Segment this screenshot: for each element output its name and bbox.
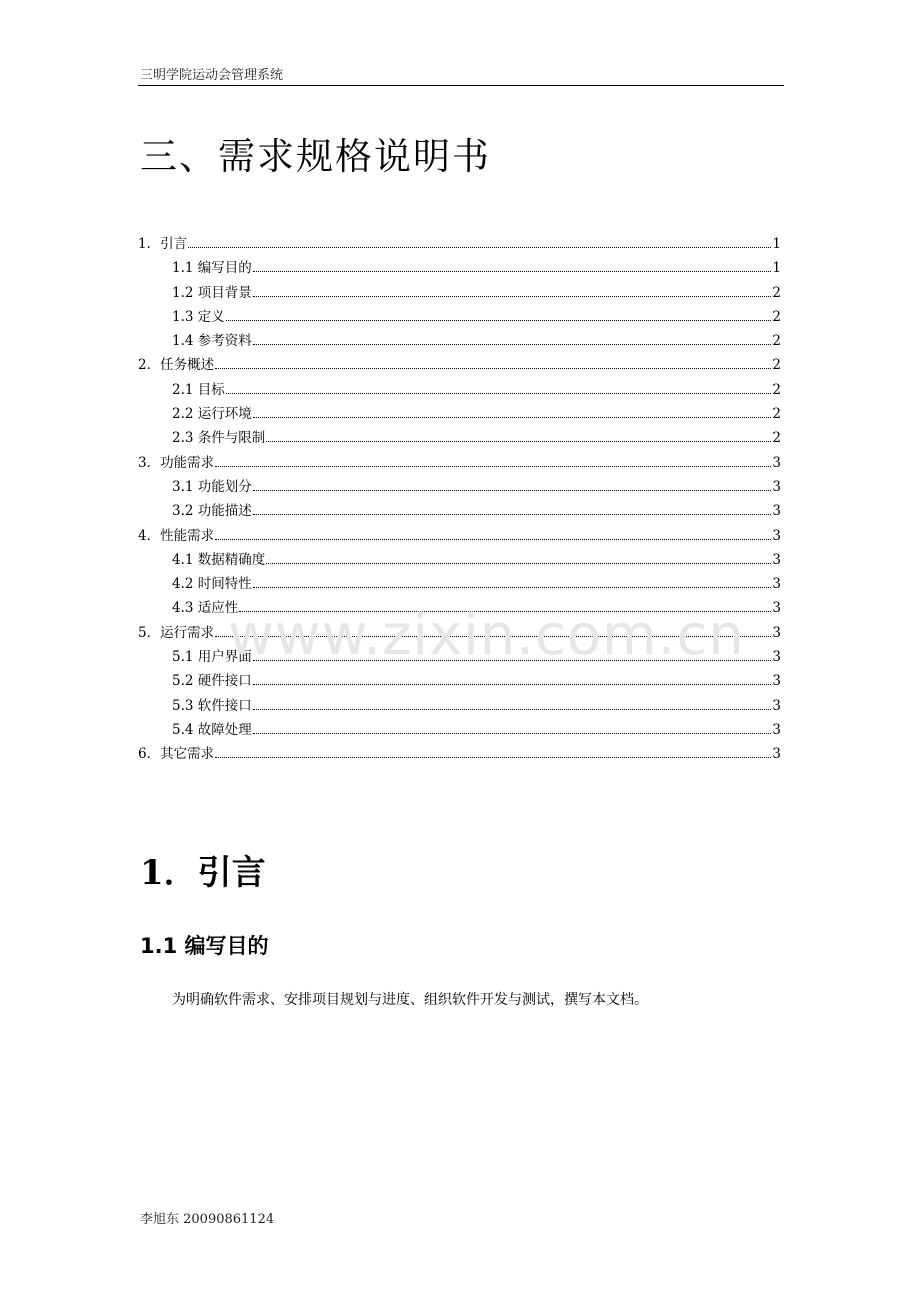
toc-entry-label: 1.3 定义 (172, 308, 225, 325)
toc-dot-leader (215, 539, 771, 540)
toc-entry[interactable] (138, 305, 781, 329)
toc-dot-leader (188, 247, 771, 248)
page-header: 三明学院运动会管理系统 (140, 68, 284, 83)
toc-dot-leader (266, 563, 771, 564)
toc-entry[interactable] (138, 426, 781, 450)
toc-entry-page: 3 (772, 478, 781, 495)
toc-entry-label: 5.1 用户界面 (172, 649, 252, 666)
page-footer: 李旭东 20090861124 (140, 1212, 275, 1227)
subsection-heading: 1.1 编写目的 (140, 934, 269, 958)
toc-entry-page: 2 (772, 284, 781, 301)
toc-entry-label: 4.1 数据精确度 (172, 551, 266, 568)
toc-dot-leader (266, 441, 771, 442)
toc-entry-page: 3 (772, 454, 781, 471)
toc-entry-page: 2 (772, 357, 781, 374)
toc-entry-label: 2.1 目标 (172, 381, 225, 398)
toc-entry[interactable] (138, 572, 781, 596)
toc-entry[interactable] (138, 232, 781, 256)
toc-entry[interactable] (138, 718, 781, 742)
toc-entry[interactable] (138, 548, 781, 572)
toc-entry-label: 5.4 故障处理 (172, 721, 252, 738)
toc-entry[interactable] (138, 402, 781, 426)
toc-entry-label: 5．运行需求 (138, 624, 215, 641)
toc-dot-leader (215, 368, 771, 369)
toc-dot-leader (253, 514, 772, 515)
toc-entry-label: 1.4 参考资料 (172, 333, 252, 350)
toc-entry-page: 2 (772, 406, 781, 423)
section-heading: 1．引言 (140, 853, 266, 893)
toc-dot-leader (226, 393, 772, 394)
toc-dot-leader (253, 587, 772, 588)
toc-dot-leader (215, 757, 771, 758)
toc-entry-label: 4.3 适应性 (172, 600, 239, 617)
toc-entry-page: 3 (772, 721, 781, 738)
toc-entry-label: 2.2 运行环境 (172, 406, 252, 423)
toc-entry-page: 1 (772, 260, 781, 277)
toc-entry-label: 6．其它需求 (138, 746, 215, 763)
toc-entry-label: 3.1 功能划分 (172, 478, 252, 495)
toc-dot-leader (253, 709, 772, 710)
toc-entry-label: 5.2 硬件接口 (172, 673, 252, 690)
toc-entry-page: 3 (772, 746, 781, 763)
toc-dot-leader (253, 344, 772, 345)
toc-entry-page: 1 (772, 236, 781, 252)
body-paragraph: 为明确软件需求、安排项目规划与进度、组织软件开发与测试，撰写本文档。 (172, 992, 648, 1008)
document-title: 三、需求规格说明书 (140, 135, 491, 178)
toc-entry[interactable] (138, 475, 781, 499)
toc-entry-page: 3 (772, 600, 781, 617)
toc-dot-leader (226, 320, 772, 321)
toc-entry-label: 2．任务概述 (138, 357, 215, 374)
toc-entry-page: 3 (772, 576, 781, 593)
toc-entry-page: 3 (772, 697, 781, 714)
toc-entry[interactable] (138, 742, 781, 766)
toc-entry-page: 3 (772, 503, 781, 520)
toc-dot-leader (215, 466, 771, 467)
toc-entry[interactable] (138, 524, 781, 548)
toc-entry-page: 3 (772, 624, 781, 641)
table-of-contents (138, 232, 781, 767)
toc-dot-leader (253, 490, 772, 491)
header-divider (138, 85, 784, 86)
toc-entry-page: 2 (772, 333, 781, 350)
toc-entry-label: 3.2 功能描述 (172, 503, 252, 520)
toc-entry[interactable] (138, 694, 781, 718)
toc-entry-label: 3．功能需求 (138, 454, 215, 471)
toc-entry[interactable] (138, 281, 781, 305)
toc-entry-page: 2 (772, 430, 781, 447)
toc-entry-label: 1.2 项目背景 (172, 284, 252, 301)
toc-entry-page: 3 (772, 649, 781, 666)
toc-dot-leader (253, 417, 772, 418)
toc-entry-label: 4.2 时间特性 (172, 576, 252, 593)
toc-entry[interactable] (138, 669, 781, 693)
toc-entry-page: 2 (772, 308, 781, 325)
toc-entry[interactable] (138, 353, 781, 377)
watermark: www.zixin.com.cn (228, 603, 745, 668)
toc-entry-page: 3 (772, 551, 781, 568)
toc-entry-page: 3 (772, 673, 781, 690)
toc-entry-label: 4．性能需求 (138, 527, 215, 544)
toc-entry-page: 3 (772, 527, 781, 544)
toc-entry[interactable] (138, 451, 781, 475)
toc-dot-leader (253, 296, 772, 297)
toc-entry[interactable] (138, 256, 781, 280)
toc-entry[interactable] (138, 378, 781, 402)
toc-entry-label: 5.3 软件接口 (172, 697, 252, 714)
toc-entry-page: 2 (772, 381, 781, 398)
toc-dot-leader (253, 733, 772, 734)
toc-entry[interactable] (138, 329, 781, 353)
toc-entry-label: 1．引言 (138, 236, 188, 252)
toc-dot-leader (253, 684, 772, 685)
toc-entry[interactable] (138, 499, 781, 523)
toc-entry-label: 2.3 条件与限制 (172, 430, 266, 447)
toc-entry-label: 1.1 编写目的 (172, 260, 252, 277)
toc-dot-leader (253, 271, 772, 272)
